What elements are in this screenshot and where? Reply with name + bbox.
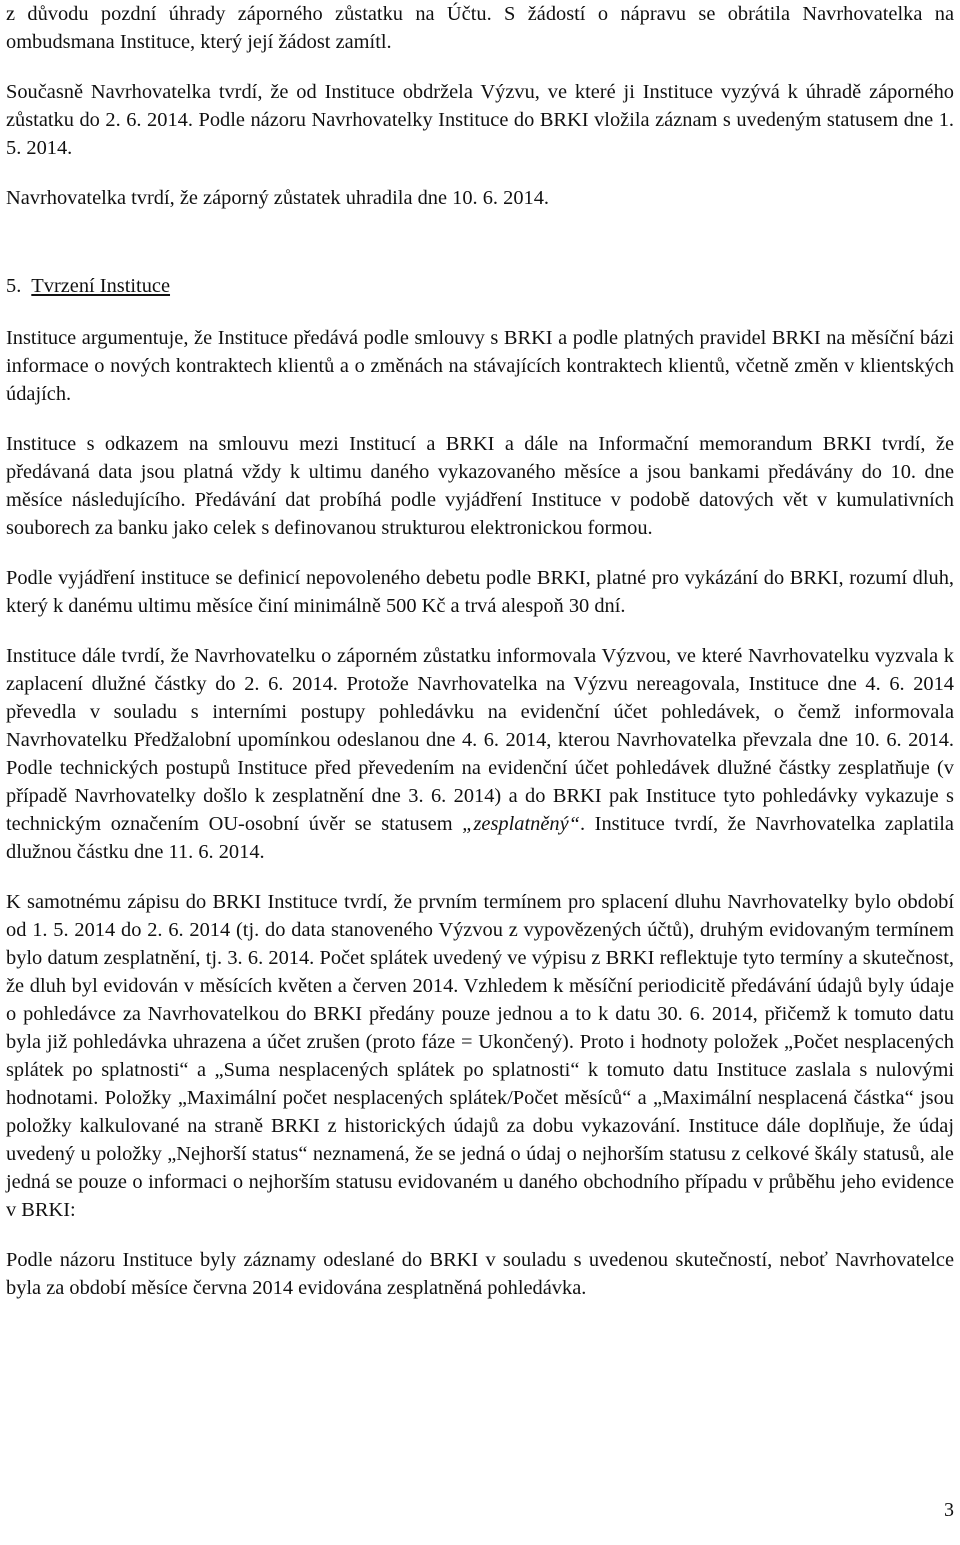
paragraph-technical-procedure bbox=[6, 642, 954, 866]
section-number: 5. bbox=[6, 275, 22, 297]
paragraph-technical-procedure-tail: . Instituce tvrdí, že Navrhovatelka zaplatila dlužnou částku dne 11. 6. 2014. bbox=[6, 813, 954, 863]
paragraph-debit-definition: Podle vyjádření instituce se definicí nepovoleného debetu podle BRKI, platné pro vykázání do BRKI, rozumí dluh, který k danému ultimu měsíce činí minimálně 500 Kč a trvá alespoň 30 dní. bbox=[6, 567, 954, 617]
paragraph-payment-claim: Navrhovatelka tvrdí, že záporný zůstatek uhradila dne 10. 6. 2014. bbox=[6, 187, 550, 209]
section-title: Tvrzení Instituce bbox=[31, 275, 171, 297]
paragraph-conclusion: Podle názoru Instituce byly záznamy odeslané do BRKI v souladu s uvedenou skutečností, neboť Navrhovatelce byla za období měsíce června 2014 evidována zesplatněná pohledávka. bbox=[6, 1249, 954, 1299]
section-heading bbox=[6, 272, 954, 300]
paragraph-ombudsman: z důvodu pozdní úhrady záporného zůstatku na Účtu. S žádostí o nápravu se obrátila Navrhovatelka na ombudsmana Instituce, který její žádost zamítl. bbox=[6, 3, 954, 53]
paragraph-record-details: K samotnému zápisu do BRKI Instituce tvrdí, že prvním termínem pro splacení dluhu Navrhovatelky bylo období od 1. 5. 2014 do 2. 6. 2014 (tj. do data stanoveného Výzvou z vypovězených účtů), druhým evidovaným termínem bylo datum zesplatnění, tj. 3. 6. 2014. Počet splátek uvedený ve výpisu z BRKI reflektuje tyto termíny a skutečnost, že dluh byl evidován v měsících květen a červen 2014. Vzhledem k měsíční periodicitě předávání údajů byly údaje o pohledávce za Navrhovatelkou do BRKI předány pouze jednou a to k datu 30. 6. 2014, přičemž k tomuto datu byla již pohledávka uhrazena a účet zrušen (proto fáze = Ukončený). Proto i hodnoty položek „Počet nesplacených splátek po splatnosti“ a „Suma nesplacených splátek po splatnosti“ k tomuto datu Instituce zaslala s nulovými hodnotami. Položky „Maximální počet nesplacených splátek/Počet měsíců“ a „Maximální nesplacená částka“ jsou položky kalkulované na straně BRKI z historických údajů za dobu vykazování. Instituce dále doplňuje, že údaj uvedený u položky „Nejhorší status“ neznamená, že se jedná o údaj o nejhorším statusu z celkové škály statusů, ale jedná se pouze o informaci o nejhorším statusu evidovaném u daného obchodního případu v průběhu jeho evidence v BRKI: bbox=[6, 891, 954, 1221]
paragraph-vyzva-claim: Současně Navrhovatelka tvrdí, že od Instituce obdržela Výzvu, ve které ji Instituce vyzývá k úhradě záporného zůstatku do 2. 6. 2014. Podle názoru Navrhovatelky Instituce do BRKI vložila záznam s uvedeným statusem dne 1. 5. 2014. bbox=[6, 81, 954, 159]
document-page bbox=[6, 0, 954, 1302]
paragraph-reporting: Instituce argumentuje, že Instituce předává podle smlouvy s BRKI a podle platných pravidel BRKI na měsíční bázi informace o nových kontraktech klientů a o změnách na stávajících kontraktech klientů, včetně změn v klientských údajích. bbox=[6, 327, 954, 405]
paragraph-memorandum: Instituce s odkazem na smlouvu mezi Institucí a BRKI a dále na Informační memorandum BRKI tvrdí, že předávaná data jsou platná vždy k ultimu daného vykazovaného měsíce a jsou bankami předávány do 10. dne měsíce následujícího. Předávání dat probíhá podle vyjádření Instituce v podobě datových vět v kumulativních souborech za banku jako celek s definovanou strukturou elektronickou formou. bbox=[6, 433, 954, 539]
page-number: 3 bbox=[944, 1499, 954, 1521]
status-emphasis: „zesplatněný“ bbox=[462, 813, 580, 835]
paragraph-technical-procedure-text: Instituce dále tvrdí, že Navrhovatelku o záporném zůstatku informovala Výzvou, ve které Navrhovatelku vyzvala k zaplacení dlužné částky do 2. 6. 2014. Protože Navrhovatelka na Výzvu nereagovala, Instituce dne 4. 6. 2014 převedla v souladu s interními postupy pohledávku na evidenční účet pohledávek, o čemž informovala Navrhovatelku Předžalobní upomínkou odeslanou dne 4. 6. 2014, kterou Navrhovatelka převzala dne 10. 6. 2014. Podle technických postupů Instituce před převedením na evidenční účet pohledávek dlužné částky zesplatňuje (v případě Navrhovatelky došlo k zesplatnění dne 3. 6. 2014) a do BRKI pak Instituce tyto pohledávky vykazuje s technickým označením OU-osobní úvěr se statusem bbox=[6, 645, 954, 835]
